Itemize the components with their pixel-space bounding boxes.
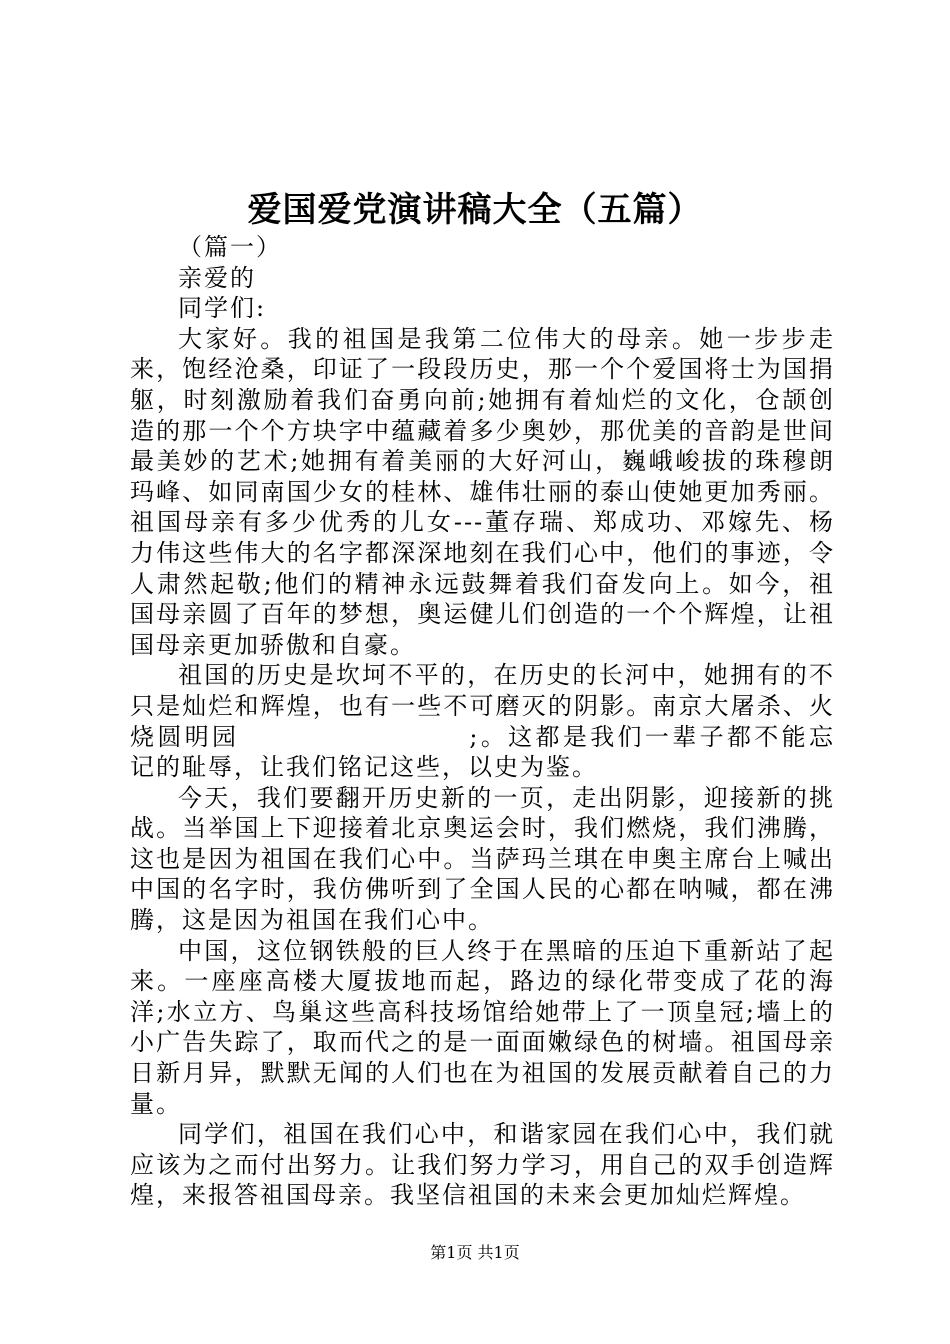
paragraph-4: 中国，这位钢铁般的巨人终于在黑暗的压迫下重新站了起来。一座座高楼大厦拔地而起，路边的绿化带变成了花的海洋;水立方、鸟巢这些高科技场馆给她带上了一顶皇冠;墙上的小广告失踪了，取而代之的是一面面嫩绿色的树墙。祖国母亲日新月异，默默无闻的人们也在为祖国的发展贡献着自己的力量。 <box>130 936 835 1118</box>
greeting-line-2: 同学们: <box>178 294 267 323</box>
paragraph-2-part-1: 祖国的历史是坎坷不平的，在历史的长河中，她拥有的不只是灿烂和辉煌，也有一些不可磨灭的阴影。南京大屠杀、火烧圆明园 <box>130 661 835 751</box>
page-footer: 第1页 共1页 <box>430 1243 520 1262</box>
paragraph-1: 大家好。我的祖国是我第二位伟大的母亲。她一步步走来，饱经沧桑，印证了一段段历史，那一个个爱国将士为国捐躯，时刻激励着我们奋勇向前;她拥有着灿烂的文化，仓颉创造的那一个个方块字中蕴藏着多少奥妙，那优美的音韵是世间最美妙的艺术;她拥有着美丽的大好河山，巍峨峻拔的珠穆朗玛峰、如同南国少女的桂林、雄伟壮丽的泰山使她更加秀丽。祖国母亲有多少优秀的儿女---董存瑞、郑成功、邓嫁先、杨力伟这些伟大的名字都深深地刻在我们心中，他们的事迹，令人肃然起敬;他们的精神永远鼓舞着我们奋发向上。如今，祖国母亲圆了百年的梦想，奥运健儿们创造的一个个辉煌，让祖国母亲更加骄傲和自豪。 <box>130 324 835 659</box>
paragraph-3: 今天，我们要翻开历史新的一页，走出阴影，迎接新的挑战。当举国上下迎接着北京奥运会时，我们燃烧，我们沸腾，这也是因为祖国在我们心中。当萨玛兰琪在申奥主席台上喊出中国的名字时，我仿佛听到了全国人民的心都在呐喊，都在沸腾，这是因为祖国在我们心中。 <box>130 783 835 935</box>
document-title: 爱国爱党演讲稿大全（五篇） <box>247 190 703 230</box>
document-body <box>130 232 835 1211</box>
paragraph-2-part-2: ;。这都是我们一辈子都不能忘记的耻辱，让我们铭记这些，以史为鉴。 <box>130 722 835 782</box>
section-label: （篇一） <box>178 233 282 261</box>
paragraph-5: 同学们，祖国在我们心中，和谐家园在我们心中，我们就应该为之而付出努力。让我们努力学习，用自己的双手创造辉煌，来报答祖国母亲。我坚信祖国的未来会更加灿烂辉煌。 <box>130 1120 835 1210</box>
paragraph-2 <box>130 660 835 782</box>
greeting-line-1: 亲爱的 <box>178 263 256 292</box>
